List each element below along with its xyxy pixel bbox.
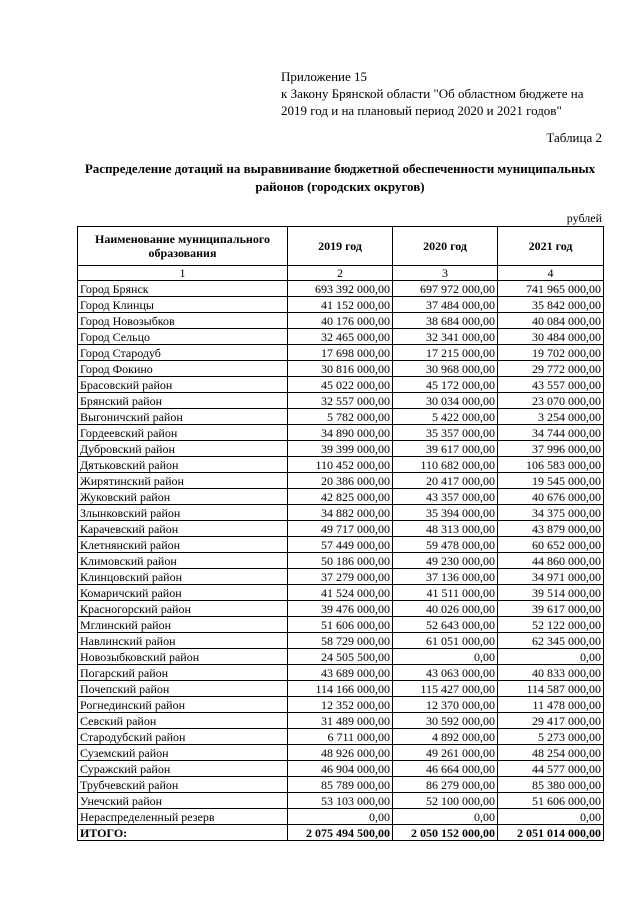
amount-cell: 48 254 000,00 xyxy=(498,745,604,761)
table-row xyxy=(78,281,604,297)
municipality-name: Рогнединский район xyxy=(78,697,288,713)
title-line: Распределение дотаций на выравнивание бюджетной обеспеченности муниципальных xyxy=(84,161,596,176)
municipality-name: Навлинский район xyxy=(78,633,288,649)
municipality-name: Погарский район xyxy=(78,665,288,681)
municipality-name: Почепский район xyxy=(78,681,288,697)
amount-cell: 52 643 000,00 xyxy=(393,617,498,633)
amount-cell: 40 084 000,00 xyxy=(498,313,604,329)
amount-cell: 42 825 000,00 xyxy=(288,489,393,505)
amount-cell: 40 026 000,00 xyxy=(393,601,498,617)
amount-cell: 45 172 000,00 xyxy=(393,377,498,393)
municipality-name: Суземский район xyxy=(78,745,288,761)
amount-cell: 39 617 000,00 xyxy=(393,441,498,457)
amount-cell: 49 717 000,00 xyxy=(288,521,393,537)
municipality-name: Севский район xyxy=(78,713,288,729)
municipality-name: Унечский район xyxy=(78,793,288,809)
amount-cell: 59 478 000,00 xyxy=(393,537,498,553)
appendix-line: к Закону Брянской области "Об областном бюджете на xyxy=(281,86,584,101)
amount-cell: 17 698 000,00 xyxy=(288,345,393,361)
amount-cell: 39 514 000,00 xyxy=(498,585,604,601)
column-header: 2019 год xyxy=(288,227,393,266)
table-body xyxy=(78,281,604,825)
total-value: 2 075 494 500,00 xyxy=(288,825,393,841)
amount-cell: 5 782 000,00 xyxy=(288,409,393,425)
municipality-name: Карачевский район xyxy=(78,521,288,537)
amount-cell: 114 587 000,00 xyxy=(498,681,604,697)
amount-cell: 41 511 000,00 xyxy=(393,585,498,601)
total-value: 2 051 014 000,00 xyxy=(498,825,604,841)
municipality-name: Злынковский район xyxy=(78,505,288,521)
table-row xyxy=(78,473,604,489)
table-row xyxy=(78,425,604,441)
amount-cell: 35 394 000,00 xyxy=(393,505,498,521)
table-row xyxy=(78,553,604,569)
amount-cell: 30 592 000,00 xyxy=(393,713,498,729)
table-row xyxy=(78,649,604,665)
amount-cell: 43 557 000,00 xyxy=(498,377,604,393)
amount-cell: 12 352 000,00 xyxy=(288,697,393,713)
amount-cell: 5 422 000,00 xyxy=(393,409,498,425)
units-label: рублей xyxy=(566,211,602,225)
amount-cell: 741 965 000,00 xyxy=(498,281,604,297)
amount-cell: 20 386 000,00 xyxy=(288,473,393,489)
table-row xyxy=(78,761,604,777)
table-number: Таблица 2 xyxy=(546,130,602,145)
table-row xyxy=(78,505,604,521)
amount-cell: 35 357 000,00 xyxy=(393,425,498,441)
municipality-name: Брасовский район xyxy=(78,377,288,393)
amount-cell: 85 789 000,00 xyxy=(288,777,393,793)
table-row xyxy=(78,585,604,601)
municipality-name: Комаричский район xyxy=(78,585,288,601)
amount-cell: 37 136 000,00 xyxy=(393,569,498,585)
table-row xyxy=(78,601,604,617)
column-number: 2 xyxy=(288,266,393,281)
amount-cell: 39 617 000,00 xyxy=(498,601,604,617)
amount-cell: 43 357 000,00 xyxy=(393,489,498,505)
amount-cell: 58 729 000,00 xyxy=(288,633,393,649)
amount-cell: 110 452 000,00 xyxy=(288,457,393,473)
amount-cell: 35 842 000,00 xyxy=(498,297,604,313)
municipality-name: Дубровский район xyxy=(78,441,288,457)
amount-cell: 0,00 xyxy=(393,809,498,825)
amount-cell: 45 022 000,00 xyxy=(288,377,393,393)
table-row xyxy=(78,537,604,553)
amount-cell: 40 176 000,00 xyxy=(288,313,393,329)
amount-cell: 38 684 000,00 xyxy=(393,313,498,329)
amount-cell: 30 034 000,00 xyxy=(393,393,498,409)
amount-cell: 106 583 000,00 xyxy=(498,457,604,473)
amount-cell: 34 375 000,00 xyxy=(498,505,604,521)
amount-cell: 0,00 xyxy=(498,649,604,665)
table-row xyxy=(78,329,604,345)
column-header: 2021 год xyxy=(498,227,604,266)
municipality-name: Стародубский район xyxy=(78,729,288,745)
amount-cell: 34 744 000,00 xyxy=(498,425,604,441)
municipality-name: Город Клинцы xyxy=(78,297,288,313)
total-row xyxy=(78,825,604,841)
municipality-name: Клетнянский район xyxy=(78,537,288,553)
table-row xyxy=(78,313,604,329)
table-header-row xyxy=(78,227,604,266)
amount-cell: 114 166 000,00 xyxy=(288,681,393,697)
amount-cell: 12 370 000,00 xyxy=(393,697,498,713)
amount-cell: 693 392 000,00 xyxy=(288,281,393,297)
municipality-name: Город Сельцо xyxy=(78,329,288,345)
amount-cell: 5 273 000,00 xyxy=(498,729,604,745)
table-row xyxy=(78,745,604,761)
amount-cell: 19 702 000,00 xyxy=(498,345,604,361)
column-header: 2020 год xyxy=(393,227,498,266)
amount-cell: 17 215 000,00 xyxy=(393,345,498,361)
table-row xyxy=(78,409,604,425)
municipality-name: Город Новозыбков xyxy=(78,313,288,329)
table-row xyxy=(78,441,604,457)
municipality-name: Город Брянск xyxy=(78,281,288,297)
column-number-row xyxy=(78,266,604,281)
municipality-name: Выгоничский район xyxy=(78,409,288,425)
amount-cell: 32 557 000,00 xyxy=(288,393,393,409)
amount-cell: 85 380 000,00 xyxy=(498,777,604,793)
amount-cell: 20 417 000,00 xyxy=(393,473,498,489)
amount-cell: 29 772 000,00 xyxy=(498,361,604,377)
amount-cell: 49 230 000,00 xyxy=(393,553,498,569)
amount-cell: 31 489 000,00 xyxy=(288,713,393,729)
table-row xyxy=(78,697,604,713)
municipality-name: Новозыбковский район xyxy=(78,649,288,665)
amount-cell: 34 890 000,00 xyxy=(288,425,393,441)
amount-cell: 60 652 000,00 xyxy=(498,537,604,553)
table-row xyxy=(78,713,604,729)
amount-cell: 43 879 000,00 xyxy=(498,521,604,537)
table-row xyxy=(78,457,604,473)
amount-cell: 57 449 000,00 xyxy=(288,537,393,553)
amount-cell: 40 833 000,00 xyxy=(498,665,604,681)
amount-cell: 23 070 000,00 xyxy=(498,393,604,409)
amount-cell: 62 345 000,00 xyxy=(498,633,604,649)
municipality-name: Город Стародуб xyxy=(78,345,288,361)
amount-cell: 46 664 000,00 xyxy=(393,761,498,777)
amount-cell: 6 711 000,00 xyxy=(288,729,393,745)
municipality-name: Мглинский район xyxy=(78,617,288,633)
amount-cell: 44 860 000,00 xyxy=(498,553,604,569)
amount-cell: 86 279 000,00 xyxy=(393,777,498,793)
amount-cell: 50 186 000,00 xyxy=(288,553,393,569)
table-row xyxy=(78,569,604,585)
municipality-name: Город Фокино xyxy=(78,361,288,377)
amount-cell: 49 261 000,00 xyxy=(393,745,498,761)
amount-cell: 115 427 000,00 xyxy=(393,681,498,697)
amount-cell: 51 606 000,00 xyxy=(498,793,604,809)
table-row xyxy=(78,521,604,537)
amount-cell: 48 313 000,00 xyxy=(393,521,498,537)
amount-cell: 53 103 000,00 xyxy=(288,793,393,809)
appendix-line: 2019 год и на плановый период 2020 и 2021 годов" xyxy=(281,103,562,118)
amount-cell: 697 972 000,00 xyxy=(393,281,498,297)
table-row xyxy=(78,729,604,745)
amount-cell: 52 122 000,00 xyxy=(498,617,604,633)
table-row xyxy=(78,793,604,809)
table-row xyxy=(78,681,604,697)
amount-cell: 30 484 000,00 xyxy=(498,329,604,345)
table-row xyxy=(78,393,604,409)
amount-cell: 30 816 000,00 xyxy=(288,361,393,377)
amount-cell: 29 417 000,00 xyxy=(498,713,604,729)
amount-cell: 4 892 000,00 xyxy=(393,729,498,745)
table-row xyxy=(78,777,604,793)
appendix-note xyxy=(281,68,611,119)
municipality-name: Гордеевский район xyxy=(78,425,288,441)
total-value: 2 050 152 000,00 xyxy=(393,825,498,841)
municipality-name: Брянский район xyxy=(78,393,288,409)
title-line: районов (городских округов) xyxy=(255,179,425,194)
amount-cell: 40 676 000,00 xyxy=(498,489,604,505)
amount-cell: 37 279 000,00 xyxy=(288,569,393,585)
column-header: Наименование муниципального образования xyxy=(78,227,288,266)
amount-cell: 32 465 000,00 xyxy=(288,329,393,345)
amount-cell: 37 996 000,00 xyxy=(498,441,604,457)
amount-cell: 37 484 000,00 xyxy=(393,297,498,313)
municipality-name: Суражский район xyxy=(78,761,288,777)
municipality-name: Дятьковский район xyxy=(78,457,288,473)
table-row xyxy=(78,489,604,505)
municipality-name: Клинцовский район xyxy=(78,569,288,585)
appendix-line: Приложение 15 xyxy=(281,69,368,84)
municipality-name: Красногорский район xyxy=(78,601,288,617)
table-row xyxy=(78,377,604,393)
amount-cell: 61 051 000,00 xyxy=(393,633,498,649)
municipality-name: Жуковский район xyxy=(78,489,288,505)
amount-cell: 32 341 000,00 xyxy=(393,329,498,345)
amount-cell: 41 152 000,00 xyxy=(288,297,393,313)
municipality-name: Трубчевский район xyxy=(78,777,288,793)
table-row xyxy=(78,809,604,825)
table-row xyxy=(78,665,604,681)
amount-cell: 0,00 xyxy=(393,649,498,665)
amount-cell: 41 524 000,00 xyxy=(288,585,393,601)
amount-cell: 3 254 000,00 xyxy=(498,409,604,425)
municipality-name: Климовский район xyxy=(78,553,288,569)
table-row xyxy=(78,633,604,649)
document-title xyxy=(60,160,620,196)
total-label: ИТОГО: xyxy=(78,825,288,841)
municipality-name: Жирятинский район xyxy=(78,473,288,489)
amount-cell: 51 606 000,00 xyxy=(288,617,393,633)
subsidies-table xyxy=(77,226,604,841)
amount-cell: 43 063 000,00 xyxy=(393,665,498,681)
amount-cell: 19 545 000,00 xyxy=(498,473,604,489)
amount-cell: 30 968 000,00 xyxy=(393,361,498,377)
amount-cell: 0,00 xyxy=(498,809,604,825)
amount-cell: 43 689 000,00 xyxy=(288,665,393,681)
table-row xyxy=(78,361,604,377)
amount-cell: 44 577 000,00 xyxy=(498,761,604,777)
amount-cell: 110 682 000,00 xyxy=(393,457,498,473)
amount-cell: 39 399 000,00 xyxy=(288,441,393,457)
amount-cell: 46 904 000,00 xyxy=(288,761,393,777)
column-number: 1 xyxy=(78,266,288,281)
amount-cell: 24 505 500,00 xyxy=(288,649,393,665)
amount-cell: 39 476 000,00 xyxy=(288,601,393,617)
municipality-name: Нераспределенный резерв xyxy=(78,809,288,825)
table-row xyxy=(78,345,604,361)
amount-cell: 34 882 000,00 xyxy=(288,505,393,521)
amount-cell: 52 100 000,00 xyxy=(393,793,498,809)
amount-cell: 0,00 xyxy=(288,809,393,825)
table-row xyxy=(78,617,604,633)
amount-cell: 11 478 000,00 xyxy=(498,697,604,713)
table-row xyxy=(78,297,604,313)
amount-cell: 34 971 000,00 xyxy=(498,569,604,585)
column-number: 3 xyxy=(393,266,498,281)
column-number: 4 xyxy=(498,266,604,281)
amount-cell: 48 926 000,00 xyxy=(288,745,393,761)
